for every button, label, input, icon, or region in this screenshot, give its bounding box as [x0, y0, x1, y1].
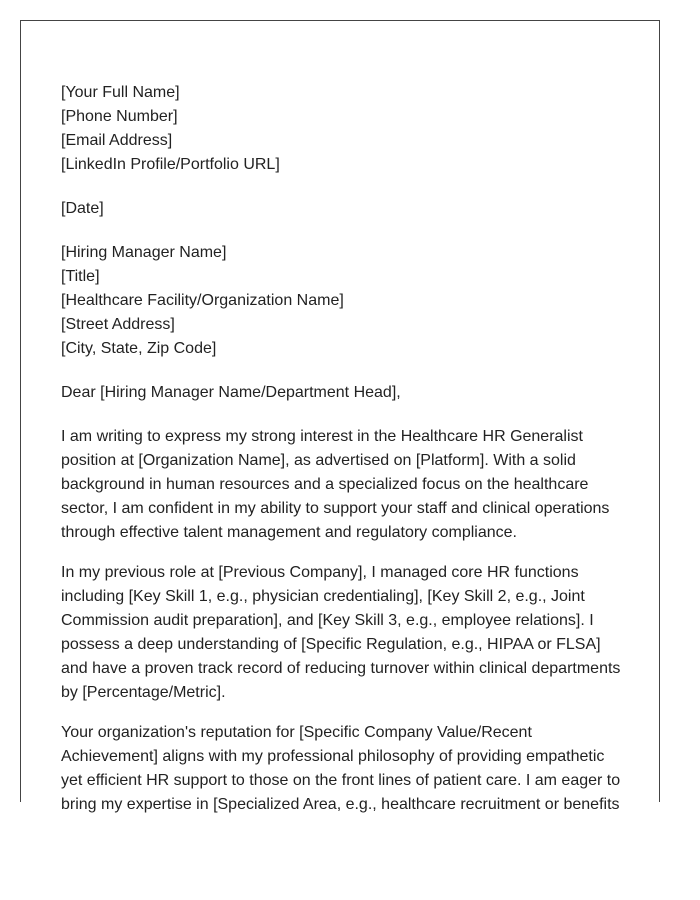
letter-content [61, 81, 627, 833]
letter-date: [Date] [61, 200, 104, 217]
recipient-block [61, 241, 627, 361]
recipient-organization: [Healthcare Facility/Organization Name] [61, 292, 344, 309]
salutation-block [61, 381, 627, 405]
sender-phone: [Phone Number] [61, 108, 178, 125]
sender-email: [Email Address] [61, 132, 173, 149]
body-paragraph-1: I am writing to express my strong interest in the Healthcare HR Generalist position at [Organization Name], as advertised on [Platform]. With a solid background in human resources and a specialized focus on the healthcare sector, I am confident in my ability to support your staff and clinical operations through effective talent management and regulatory compliance. [61, 428, 610, 541]
recipient-street: [Street Address] [61, 316, 175, 333]
body-paragraph-3: Your organization's reputation for [Specific Company Value/Recent Achievement] aligns with my professional philosophy of providing empathetic yet efficient HR support to those on the front lines of patient care. I am eager to bring my expertise in [Specialized Area, e.g., healthcare recruitment or benefits [61, 724, 621, 813]
recipient-name: [Hiring Manager Name] [61, 244, 227, 261]
salutation: Dear [Hiring Manager Name/Department Head], [61, 384, 401, 401]
date-block [61, 197, 627, 221]
sender-block [61, 81, 627, 177]
sender-linkedin: [LinkedIn Profile/Portfolio URL] [61, 156, 280, 173]
letter-page [20, 20, 660, 813]
recipient-title: [Title] [61, 268, 100, 285]
body-paragraph-2: In my previous role at [Previous Company], I managed core HR functions including [Key Skill 1, e.g., physician credentialing], [Key Skill 2, e.g., Joint Commission audit preparation], and [Key Skill 3, e.g., employee relations]. I possess a deep understanding of [Specific Regulation, e.g., HIPAA or FLSA] and have a proven track record of reducing turnover within clinical departments by [Percentage/Metric]. [61, 564, 621, 701]
recipient-city-state-zip: [City, State, Zip Code] [61, 340, 217, 357]
sender-name: [Your Full Name] [61, 84, 180, 101]
